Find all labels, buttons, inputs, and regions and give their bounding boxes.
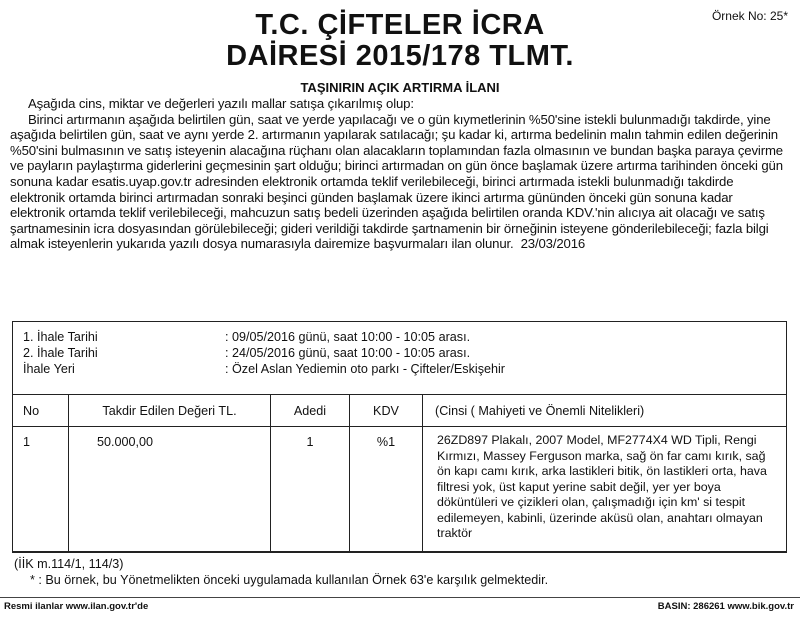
ihale-value: : 24/05/2016 günü, saat 10:00 - 10:05 arası. (225, 346, 471, 360)
header-cins: (Cinsi ( Mahiyeti ve Önemli Nitelikleri) (423, 395, 787, 427)
ornek-number: Örnek No: 25* (711, 9, 788, 23)
cell-kdv: %1 (350, 427, 423, 552)
footer-right: BASIN: 286261 www.bik.gov.tr (657, 601, 794, 612)
document-title (0, 10, 800, 72)
cell-deger: 50.000,00 (69, 427, 271, 552)
table-header-row (13, 395, 787, 427)
footer-divider (0, 597, 800, 598)
title-line-1: T.C. ÇİFTELER İCRA (255, 9, 545, 41)
cell-cins: 26ZD897 Plakalı, 2007 Model, MF2774X4 WD Tipli, Rengi Kırmızı, Massey Ferguson marka, sağ ön far camı kırık, sağ ön kapı camı kırık, arka lastikleri bitik, ön lastikleri orta, hava filtresi yok, üst kaput yerine sabit değil, yer yer boya döküntüleri ve çizikleri olan, çalışmadığı için km' si tespit edilemeyen, kabinli, üzerinde aküsü olan, anahtarı olmayan traktör (423, 427, 787, 552)
announcement-body (10, 96, 790, 252)
ihale-label: İhale Yeri (23, 362, 75, 376)
header-adet: Adedi (271, 395, 350, 427)
law-reference: (İİK m.114/1, 114/3) (14, 557, 124, 571)
ihale-value: : 09/05/2016 günü, saat 10:00 - 10:05 arası. (225, 330, 471, 344)
ihale-value: : Özel Aslan Yediemin oto parkı - Çifteler/Eskişehir (225, 362, 505, 376)
items-table (12, 394, 787, 552)
footer-left: Resmi ilanlar www.ilan.gov.tr'de (4, 601, 149, 612)
main-paragraph (10, 112, 790, 252)
document-subtitle: TAŞINIRIN AÇIK ARTIRMA İLANI (300, 80, 500, 95)
header-deger: Takdir Edilen Değeri TL. (69, 395, 271, 427)
ornek-footnote: * : Bu örnek, bu Yönetmelikten önceki uygulamada kullanılan Örnek 63'e karşılık gelmektedir. (30, 573, 549, 587)
table-row (13, 427, 787, 552)
ihale-label: 2. İhale Tarihi (23, 346, 98, 360)
header-kdv: KDV (350, 395, 423, 427)
title-line-2: DAİRESİ 2015/178 TLMT. (226, 40, 574, 72)
announcement-date: 23/03/2016 (520, 236, 586, 252)
main-paragraph-text: Birinci artırmanın aşağıda belirtilen gün, saat ve yerde yapılacağı ve o gün kıymetlerinin %50'sine istekli bulunmadığı takdirde, yine aşağıda belirtilen gün, saat ve aynı yerde 2. artırmanın yapılarak satılacağı; şu kadar ki, artırma bedelinin malın tahmin edilen değerinin %50'sini bulmasının ve satış isteyenin alacağına rüçhanı olan alacakların toplamından fazla olmasının ve bundan başka paraya çevirme ve payların paylaştırma giderlerini geçmesinin şart olduğu; birinci artırmadan on gün önce başlamak üzere artırma tarihinden önceki gün sonuna kadar esatis.uyap.gov.tr adresinden elektronik ortamda teklif verilebileceği, birinci artırmada istekli bulunmadığı takdirde elektronik ortamda birinci artırmadan sonraki beşinci günden başlamak üzere ikinci artırma gününden önceki gün sonuna kadar elektronik ortamda teklif verilebileceği, mahcuzun satış bedeli üzerinden aşağıda belirtilen oranda KDV.'nin alıcıya ait olacağı ve satış şartnamesinin icra dosyasından görülebileceği; gideri verildiği takdirde şartnamenin bir örneğinin isteyene gönderilebileceği; fazla bilgi almak isteyenlerin yukarıda yazılı dosya numarasıyla dairemize başvurmaları ilan olunur. (10, 111, 783, 252)
intro-paragraph: Aşağıda cins, miktar ve değerleri yazılı mallar satışa çıkarılmış olup: (28, 96, 414, 111)
ihale-label: 1. İhale Tarihi (23, 330, 98, 344)
auction-details-box (12, 321, 787, 553)
header-no: No (13, 395, 69, 427)
cell-adet: 1 (271, 427, 350, 552)
cell-no: 1 (13, 427, 69, 552)
